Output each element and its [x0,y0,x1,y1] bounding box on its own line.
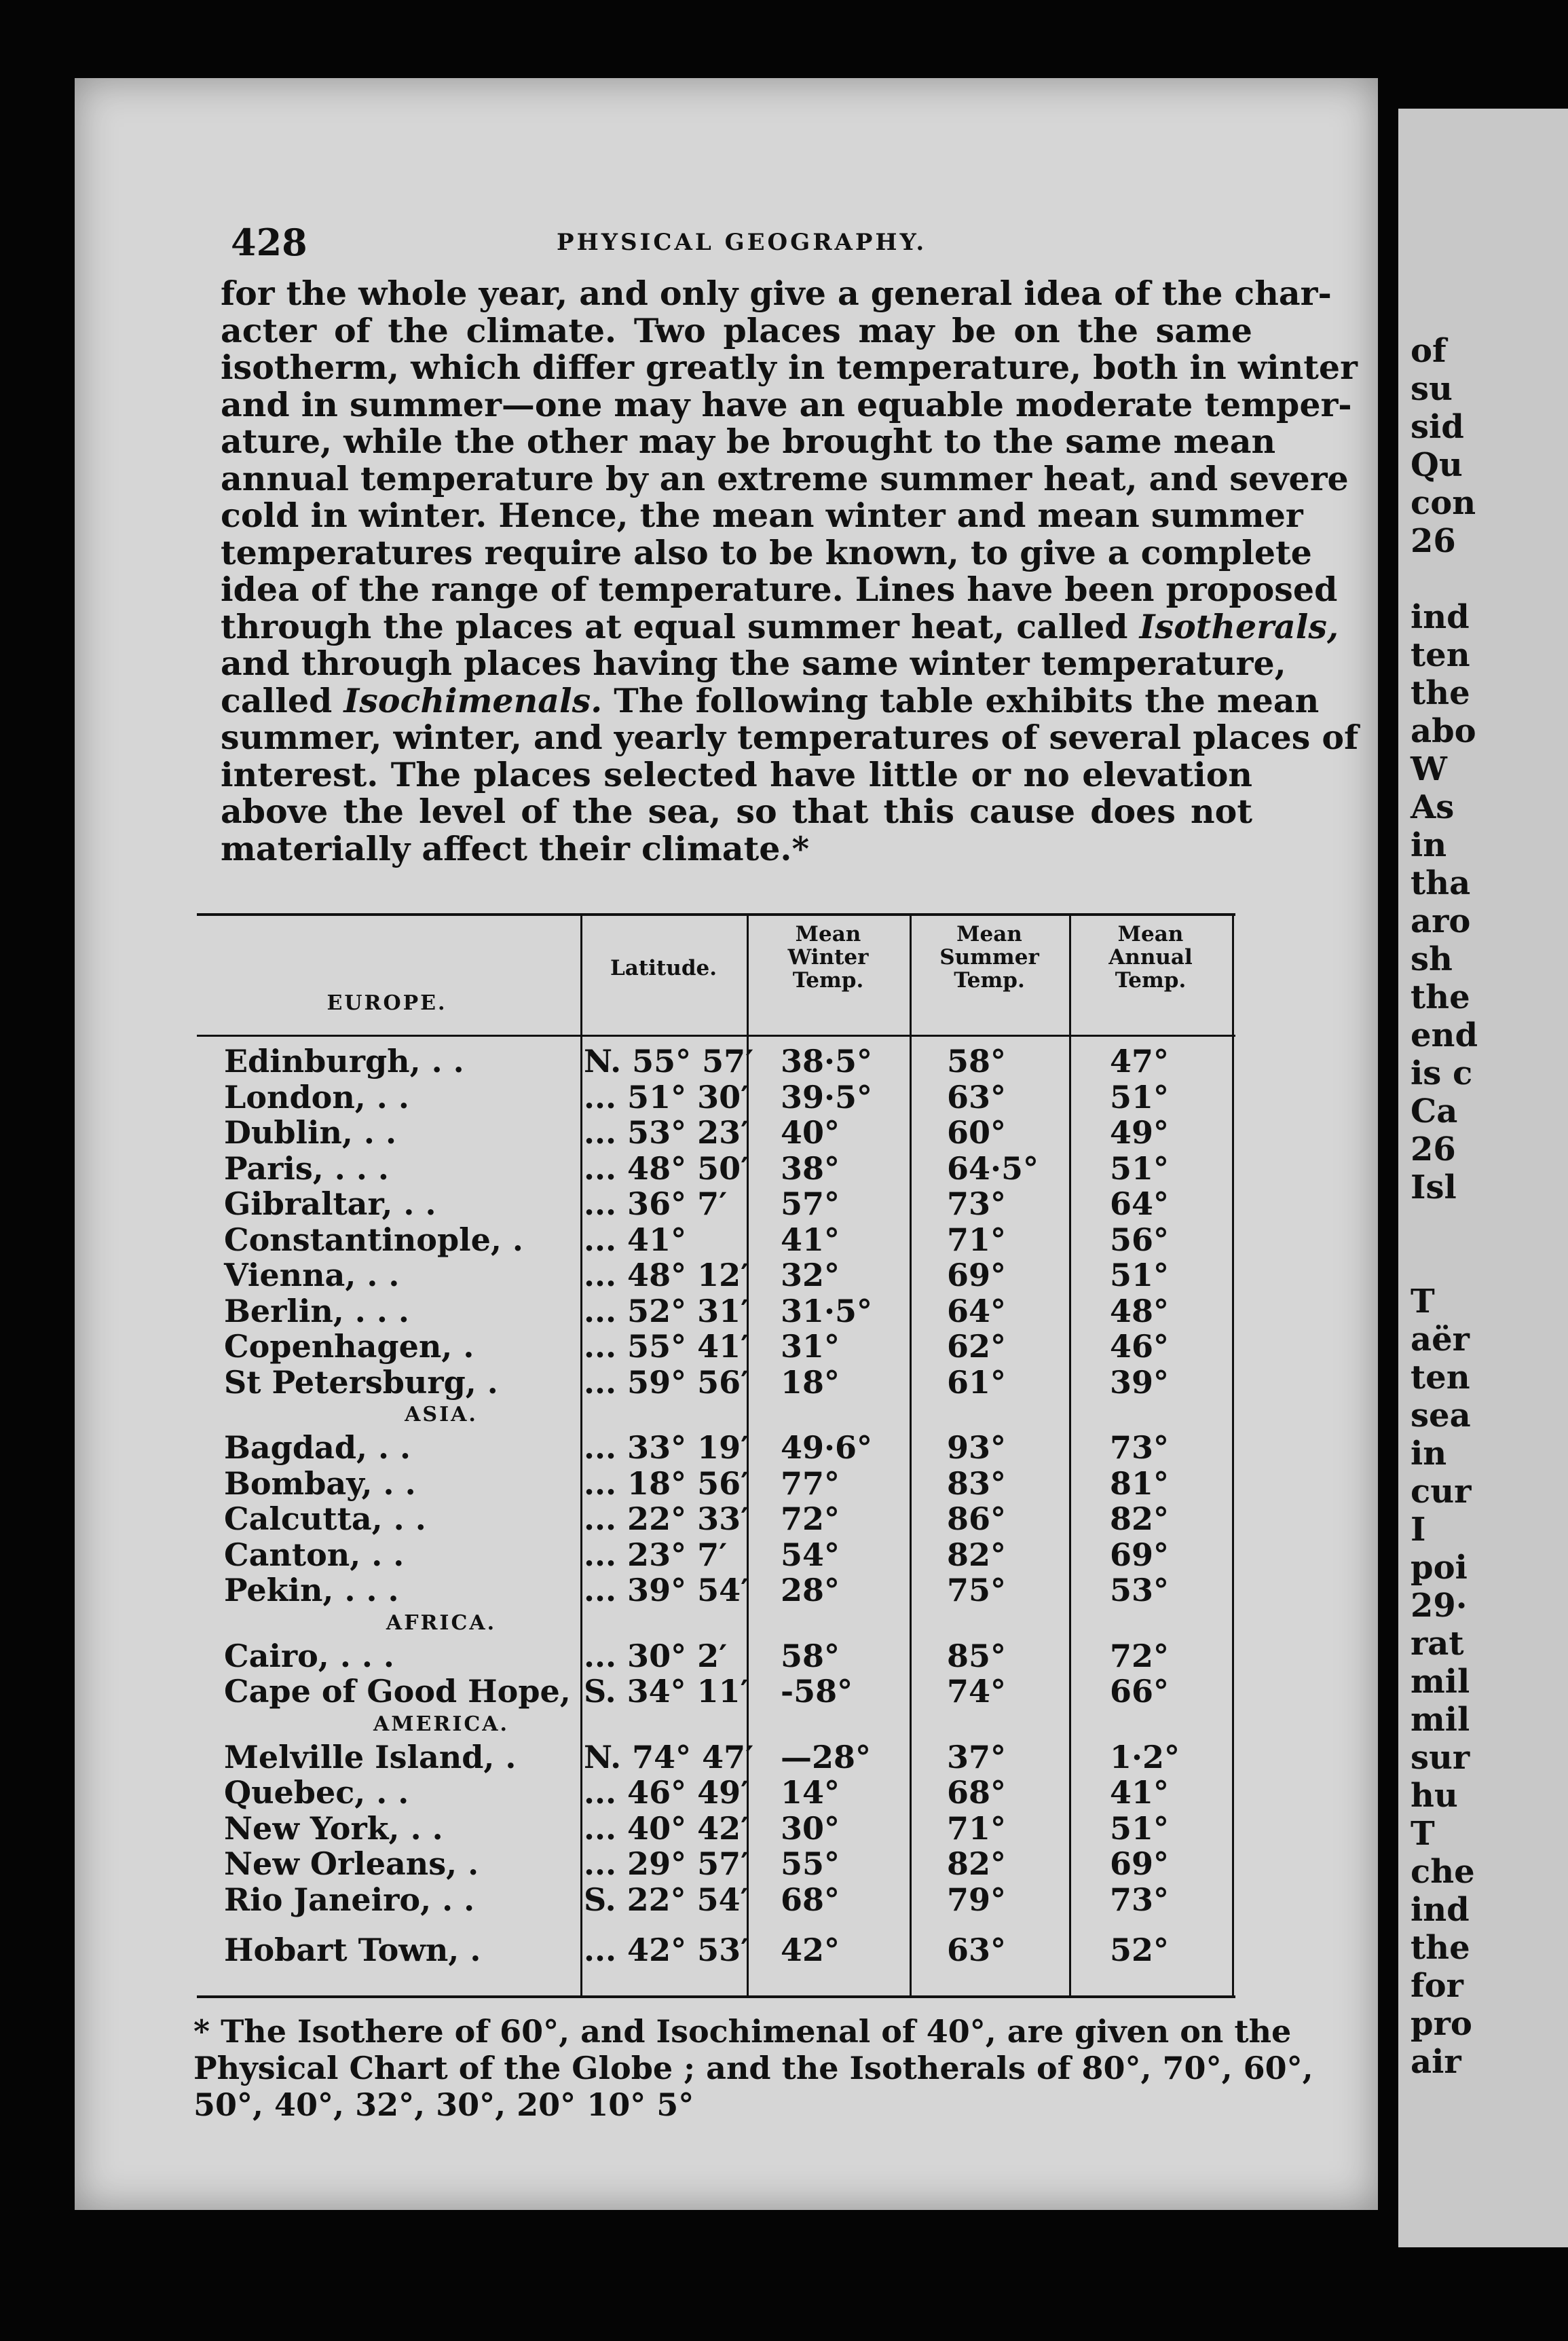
adjacent-page-fragment: su [1411,370,1453,408]
cell-place: Cape of Good Hope, [224,1673,571,1710]
cell-place: Canton, . . [224,1536,405,1573]
adjacent-page-fragment: the [1411,1929,1470,1967]
cell-s: 37° [947,1738,1007,1775]
cell-lat: ... 22° 33′ [584,1500,749,1537]
cell-lat: ... 48° 12′ [584,1257,749,1293]
footnote [193,2013,1313,2123]
adjacent-page-fragment: end [1411,1016,1478,1054]
summer-header: Mean Summer Temp. [939,922,1039,993]
running-title: PHYSICAL GEOGRAPHY. [557,229,927,256]
cell-a: 1·2° [1110,1738,1180,1775]
cell-w: 40° [781,1114,840,1151]
cell-s: 85° [947,1637,1007,1674]
cell-s: 64·5° [947,1149,1039,1187]
cell-lat: ... 40° 42′ [584,1809,749,1847]
cell-place: Bagdad, . . [224,1429,411,1466]
table-row [197,1186,1235,1222]
isochimenals-term: Isochimenals. [343,680,603,720]
cell-w: 30° [781,1809,840,1847]
table-row [197,1329,1235,1365]
cell-w: 39·5° [781,1078,873,1116]
text-line: acter of the climate. Two places may be on the same [221,310,1252,350]
cell-w: 38·5° [781,1043,873,1080]
cell-w: 68° [781,1881,840,1918]
cell-s: 83° [947,1464,1007,1502]
adjacent-page-fragment: che [1411,1853,1475,1891]
table-row [197,1882,1235,1918]
adjacent-page-fragment: I [1411,1511,1426,1549]
cell-w: 31·5° [781,1292,873,1329]
temperature-table [197,913,1235,1998]
table-row [197,1846,1235,1882]
table-row [197,1080,1235,1116]
footnote-line: Physical Chart of the Globe ; and the Isotherals of 80°, 70°, 60°, [193,2050,1313,2086]
cell-s: 62° [947,1328,1007,1365]
cell-a: 73° [1110,1429,1170,1466]
adjacent-page-fragment: poi [1411,1549,1468,1587]
cell-w: 28° [781,1572,840,1608]
cell-place: Paris, . . . [224,1149,389,1187]
cell-a: 72° [1110,1637,1170,1674]
cell-lat: ... 39° 54′ [584,1572,749,1608]
adjacent-page-fragment: is c [1411,1054,1473,1092]
cell-s: 64° [947,1292,1007,1329]
cell-a: 64° [1110,1185,1170,1222]
table-body [197,1044,1235,1968]
table-row [197,1365,1235,1401]
adjacent-page-fragment: mil [1411,1663,1470,1701]
adjacent-page-fragment: 26 [1411,1130,1456,1168]
cell-a: 51° [1110,1078,1170,1116]
cell-a: 53° [1110,1572,1170,1608]
cell-place: Gibraltar, . . [224,1185,436,1222]
cell-a: 51° [1110,1257,1170,1293]
cell-place: Rio Janeiro, . . [224,1881,475,1918]
winter-header: Mean Winter Temp. [787,922,869,993]
adjacent-page-fragment: rat [1411,1625,1464,1663]
cell-lat: ... 18° 56′ [584,1464,749,1502]
cell-place: Quebec, . . [224,1774,409,1811]
text-line: for the whole year, and only give a general idea of the char- [221,274,1332,313]
cell-s: 93° [947,1429,1007,1466]
adjacent-page-fragment: Ca [1411,1092,1458,1130]
cell-s: 74° [947,1673,1007,1710]
isotherals-term: Isotherals, [1139,606,1339,646]
cell-s: 86° [947,1500,1007,1537]
cell-a: 51° [1110,1809,1170,1847]
table-row [197,1115,1235,1151]
cell-place: London, . . [224,1078,409,1116]
footnote-line: * The Isothere of 60°, and Isochimenal of 40°, are given on the [193,2013,1292,2050]
cell-lat: ... 42° 53′ [584,1932,749,1968]
cell-w: 14° [781,1774,840,1811]
adjacent-page-fragment: sea [1411,1397,1471,1435]
table-row [197,1638,1235,1674]
cell-place: Vienna, . . [224,1257,400,1293]
cell-w: —28° [781,1738,872,1775]
cell-place: Cairo, . . . [224,1637,394,1674]
text-line: cold in winter. Hence, the mean winter and mean summer [221,496,1303,535]
cell-lat: ... 41° [584,1221,687,1258]
table-row [197,1430,1235,1466]
text-line: and in summer—one may have an equable moderate temper- [221,384,1352,424]
table-row [197,1293,1235,1329]
adjacent-page-fragment: hu [1411,1777,1458,1815]
adjacent-page-fragment: air [1411,2043,1461,2081]
cell-s: 68° [947,1774,1007,1811]
cell-lat: ... 33° 19′ [584,1429,749,1466]
table-row [197,1674,1235,1710]
adjacent-page-fragment: W [1411,750,1447,788]
cell-place: Copenhagen, . [224,1328,474,1365]
adjacent-page-fragment: cur [1411,1473,1472,1511]
region-name: ASIA. [405,1403,478,1426]
region-label [197,1400,1235,1430]
page-number: 428 [231,221,307,264]
adjacent-page-fragment: in [1411,1435,1447,1473]
adjacent-page-fragment: of [1411,332,1446,370]
cell-place: New Orleans, . [224,1845,479,1882]
cell-a: 48° [1110,1292,1170,1329]
cell-a: 81° [1110,1464,1170,1502]
adjacent-page-fragment: for [1411,1967,1463,2005]
text-line: through the places at equal summer heat, called Isotherals, [221,606,1339,646]
body-paragraph [221,274,1359,868]
cell-place: Hobart Town, . [224,1932,481,1968]
cell-w: 54° [781,1536,840,1573]
cell-s: 71° [947,1221,1007,1258]
adjacent-page-fragment: mil [1411,1701,1470,1739]
cell-a: 52° [1110,1932,1170,1968]
cell-s: 79° [947,1881,1007,1918]
cell-place: Melville Island, . [224,1738,517,1775]
table-row [197,1739,1235,1775]
adjacent-page-fragment: pro [1411,2005,1472,2043]
adjacent-page-fragment: abo [1411,712,1476,750]
cell-s: 63° [947,1932,1007,1968]
adjacent-page-fragment: in [1411,826,1447,864]
region-name: AFRICA. [386,1610,497,1635]
adjacent-page-fragment: 29· [1411,1587,1468,1625]
adjacent-page-fragment: aër [1411,1321,1470,1359]
adjacent-page-fragment: As [1411,788,1455,826]
cell-a: 39° [1110,1363,1170,1401]
cell-a: 69° [1110,1845,1170,1882]
footnote-line: 50°, 40°, 32°, 30°, 20° 10° 5° [193,2086,694,2123]
region-name: AMERICA. [373,1712,509,1736]
cell-s: 58° [947,1043,1007,1080]
cell-s: 69° [947,1257,1007,1293]
cell-lat: ... 55° 41′ [584,1328,749,1365]
cell-s: 71° [947,1809,1007,1847]
text-line: and through places having the same winter temperature, [221,644,1286,683]
cell-lat: ... 53° 23′ [584,1114,749,1151]
cell-lat: S. 34° 11′ [584,1673,749,1710]
cell-lat: N. 74° 47′ [584,1738,754,1775]
text-line: called Isochimenals. The following table exhibits the mean [221,680,1320,720]
cell-a: 69° [1110,1536,1170,1573]
cell-place: St Petersburg, . [224,1363,498,1401]
cell-lat: ... 36° 7′ [584,1185,728,1222]
cell-place: Calcutta, . . [224,1500,426,1537]
region-label [197,1608,1235,1638]
adjacent-page-fragment: ind [1411,598,1470,636]
table-row [197,1044,1235,1080]
text-line: idea of the range of temperature. Lines have been proposed [221,570,1338,609]
cell-place: Dublin, . . [224,1114,396,1151]
adjacent-page-fragment: the [1411,674,1470,712]
cell-s: 75° [947,1572,1007,1608]
adjacent-page-fragment: con [1411,484,1476,522]
cell-w: 49·6° [781,1429,873,1466]
adjacent-page-fragment: the [1411,978,1470,1016]
page-header [231,221,1249,268]
table-header [197,916,1235,1037]
text-line: temperatures require also to be known, to give a complete [221,532,1312,572]
cell-w: 57° [781,1185,840,1222]
cell-s: 82° [947,1536,1007,1573]
cell-place: Pekin, . . . [224,1572,399,1608]
adjacent-page-fragment: 26 [1411,522,1456,560]
cell-lat: ... 46° 49′ [584,1774,749,1811]
region-label [197,1710,1235,1739]
adjacent-page-fragment: sh [1411,940,1453,978]
text-line: interest. The places selected have little or no elevation [221,754,1252,794]
adjacent-page-fragment: aro [1411,902,1471,940]
cell-w: -58° [781,1673,853,1710]
cell-a: 47° [1110,1043,1170,1080]
cell-s: 82° [947,1845,1007,1882]
latitude-header: Latitude. [610,956,717,980]
cell-w: 41° [781,1221,840,1258]
cell-s: 73° [947,1185,1007,1222]
cell-a: 56° [1110,1221,1170,1258]
cell-w: 77° [781,1464,840,1502]
cell-w: 31° [781,1328,840,1365]
adjacent-page-fragment: sid [1411,408,1464,446]
table-row [197,1151,1235,1187]
cell-lat: ... 52° 31′ [584,1292,749,1329]
text-line: isotherm, which differ greatly in temperature, both in winter [221,348,1358,387]
text-line: ature, while the other may be brought to the same mean [221,422,1276,461]
cell-place: Bombay, . . [224,1464,416,1502]
adjacent-page-fragment: sur [1411,1739,1470,1777]
table-row [197,1501,1235,1537]
table-row [197,1537,1235,1573]
text-line: materially affect their climate.* [221,828,810,868]
adjacent-page-fragment: Qu [1411,446,1463,484]
cell-w: 32° [781,1257,840,1293]
text-line: summer, winter, and yearly temperatures of several places of [221,718,1359,757]
cell-lat: ... 29° 57′ [584,1845,749,1882]
adjacent-page-fragment: tha [1411,864,1471,902]
cell-w: 58° [781,1637,840,1674]
cell-a: 41° [1110,1774,1170,1811]
cell-lat: ... 51° 30′ [584,1078,749,1116]
adjacent-page-fragment: T [1411,1283,1435,1321]
cell-a: 49° [1110,1114,1170,1151]
cell-place: New York, . . [224,1809,443,1847]
annual-header: Mean Annual Temp. [1108,922,1193,993]
cell-a: 46° [1110,1328,1170,1365]
table-row [197,1257,1235,1293]
cell-w: 42° [781,1932,840,1968]
adjacent-page [1398,109,1568,2247]
adjacent-page-fragment: T [1411,1815,1435,1853]
cell-a: 82° [1110,1500,1170,1537]
cell-s: 61° [947,1363,1007,1401]
table-row [197,1775,1235,1811]
adjacent-page-fragment: Isl [1411,1168,1457,1206]
cell-lat: ... 23° 7′ [584,1536,728,1573]
table-row [197,1932,1235,1968]
table-row [197,1572,1235,1608]
cell-place: Constantinople, . [224,1221,523,1258]
cell-place: Edinburgh, . . [224,1043,464,1080]
adjacent-page-fragment: ind [1411,1891,1470,1929]
table-row [197,1466,1235,1502]
cell-a: 51° [1110,1149,1170,1187]
adjacent-page-fragment: ten [1411,1359,1470,1397]
cell-s: 60° [947,1114,1007,1151]
cell-lat: ... 59° 56′ [584,1363,749,1401]
cell-lat: S. 22° 54′ [584,1881,749,1918]
region-header: EUROPE. [326,991,447,1015]
text-line: annual temperature by an extreme summer heat, and severe [221,458,1349,498]
cell-w: 72° [781,1500,840,1537]
text-line: above the level of the sea, so that this cause does not [221,792,1252,831]
cell-a: 73° [1110,1881,1170,1918]
adjacent-page-fragment: ten [1411,636,1470,674]
cell-w: 55° [781,1845,840,1882]
cell-lat: N. 55° 57′ [584,1043,754,1080]
cell-s: 63° [947,1078,1007,1116]
cell-a: 66° [1110,1673,1170,1710]
table-row [197,1811,1235,1847]
cell-place: Berlin, . . . [224,1292,409,1329]
cell-w: 18° [781,1363,840,1401]
table-row [197,1222,1235,1258]
cell-w: 38° [781,1149,840,1187]
cell-lat: ... 48° 50′ [584,1149,749,1187]
cell-lat: ... 30° 2′ [584,1637,728,1674]
